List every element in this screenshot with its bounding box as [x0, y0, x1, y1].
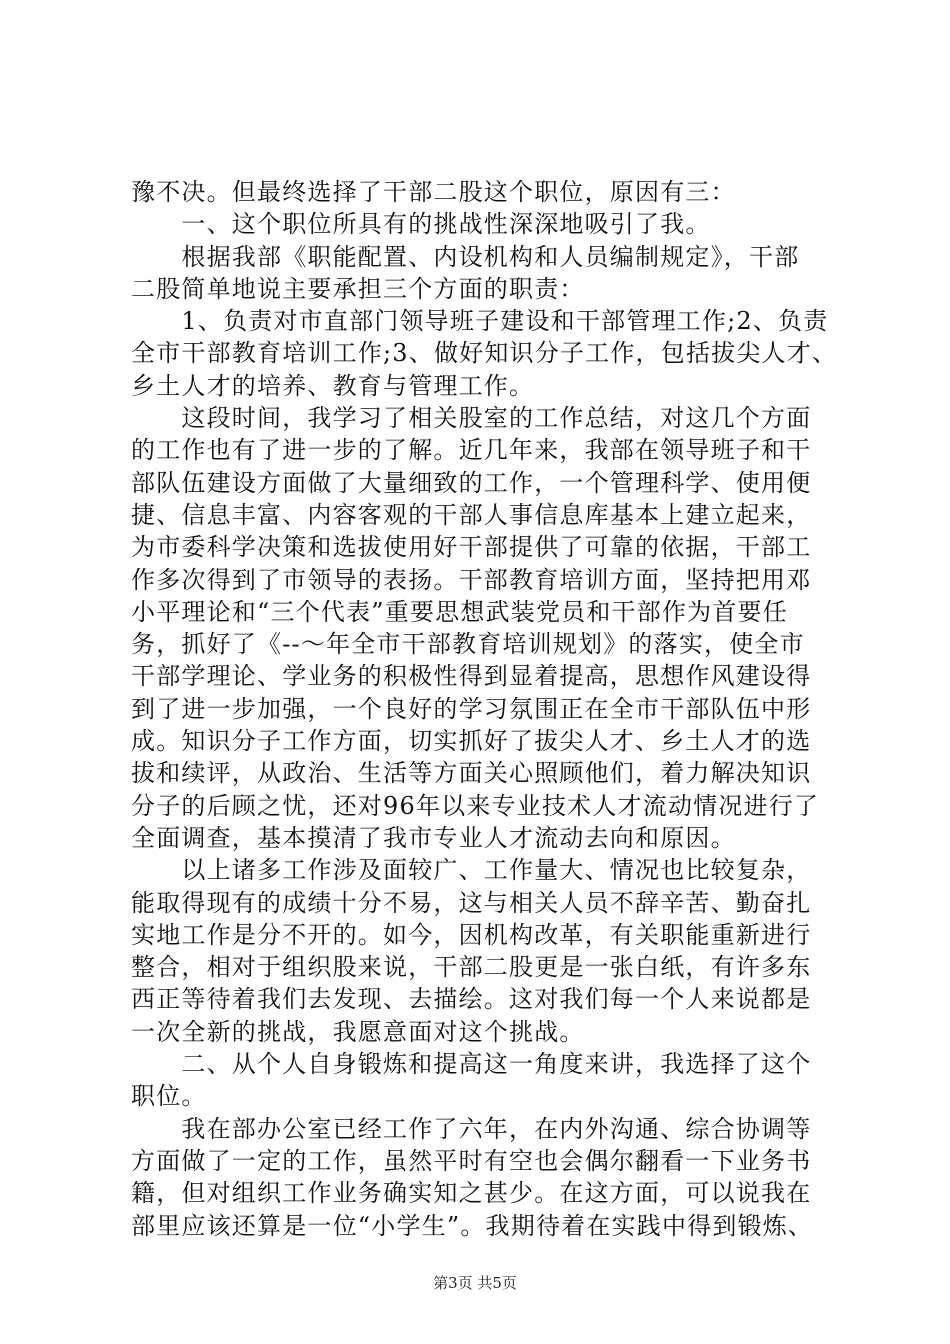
- text-line: 全市干部教育培训工作;3、做好知识分子工作，包括拔尖人才、: [131, 339, 838, 368]
- text-line: 部里应该还算是一位“小学生”。我期待着在实践中得到锻炼、: [131, 1211, 814, 1240]
- text-line: 成。知识分子工作方面，切实抓好了拔尖人才、乡土人才的选: [131, 727, 812, 756]
- text-line: 职位。: [131, 1082, 207, 1111]
- text-line: 二、从个人自身锻炼和提高这一角度来讲，我选择了这个: [131, 1050, 812, 1079]
- text-line: 务，抓好了《--～年全市干部教育培训规划》的落实，使全市: [131, 630, 805, 659]
- text-line: 1、负责对市直部门领导班子建设和干部管理工作;2、负责: [131, 307, 829, 336]
- text-line: 乡土人才的培养、教育与管理工作。: [131, 371, 535, 400]
- text-line: 西正等待着我们去发现、去描绘。这对我们每一个人来说都是: [131, 985, 812, 1014]
- text-line: 干部学理论、学业务的积极性得到显着提高，思想作风建设得: [131, 662, 812, 691]
- text-line: 一次全新的挑战，我愿意面对这个挑战。: [131, 1017, 585, 1046]
- text-line: 为市委科学决策和选拔使用好干部提供了可靠的依据，干部工: [131, 533, 812, 562]
- text-line: 我在部办公室已经工作了六年，在内外沟通、综合协调等: [131, 1114, 812, 1143]
- text-line: 全面调查，基本摸清了我市专业人才流动去向和原因。: [131, 823, 736, 852]
- text-line: 分子的后顾之忧，还对96年以来专业技术人才流动情况进行了: [131, 791, 820, 820]
- text-line: 作多次得到了市领导的表扬。干部教育培训方面，坚持把用邓: [131, 565, 812, 594]
- text-line: 部队伍建设方面做了大量细致的工作，一个管理科学、使用便: [131, 468, 812, 497]
- text-line: 小平理论和“三个代表”重要思想武装党员和干部作为首要任: [131, 597, 788, 626]
- text-line: 一、这个职位所具有的挑战性深深地吸引了我。: [131, 210, 711, 239]
- text-line: 豫不决。但最终选择了干部二股这个职位，原因有三：: [131, 178, 736, 206]
- text-line: 以上诸多工作涉及面较广、工作量大、情况也比较复杂，: [131, 856, 812, 885]
- text-line: 实地工作是分不开的。如今，因机构改革，有关职能重新进行: [131, 920, 812, 949]
- text-line: 籍，但对组织工作业务确实知之甚少。在这方面，可以说我在: [131, 1179, 812, 1208]
- text-line: 到了进一步加强，一个良好的学习氛围正在全市干部队伍中形: [131, 694, 812, 723]
- text-line: 二股简单地说主要承担三个方面的职责：: [131, 274, 585, 303]
- text-line: 拔和续评，从政治、生活等方面关心照顾他们，着力解决知识: [131, 759, 812, 788]
- text-line: 根据我部《职能配置、内设机构和人员编制规定》，干部: [131, 242, 800, 271]
- body-text: [131, 176, 838, 1242]
- text-line: 能取得现有的成绩十分不易，这与相关人员不辞辛苦、勤奋扎: [131, 888, 812, 917]
- text-line: 这段时间，我学习了相关股室的工作总结，对这几个方面: [131, 404, 812, 433]
- text-line: 整合，相对于组织股来说，干部二股更是一张白纸，有许多东: [131, 953, 812, 982]
- page-footer: 第3页 共5页: [433, 1274, 517, 1292]
- text-line: 捷、信息丰富、内容客观的干部人事信息库基本上建立起来，: [131, 500, 812, 529]
- text-line: 方面做了一定的工作，虽然平时有空也会偶尔翻看一下业务书: [131, 1146, 812, 1175]
- text-line: 的工作也有了进一步的了解。近几年来，我部在领导班子和干: [131, 436, 812, 465]
